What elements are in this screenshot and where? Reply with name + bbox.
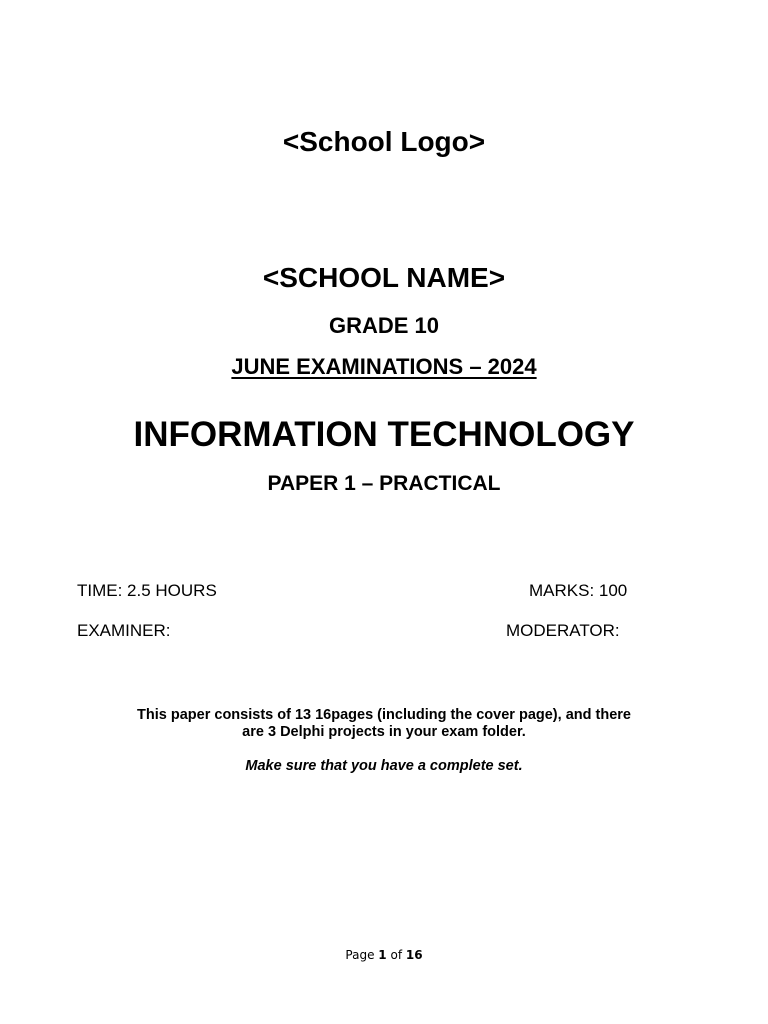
paper-info-line-1: This paper consists of 13 16pages (including the cover page), and there bbox=[137, 707, 631, 723]
footer-of-word: of bbox=[390, 948, 403, 962]
school-name: <SCHOOL NAME> bbox=[262, 262, 506, 293]
complete-set-note: Make sure that you have a complete set. bbox=[245, 758, 523, 774]
examiner-label: EXAMINER: bbox=[77, 621, 171, 640]
marks-label: MARKS: 100 bbox=[529, 581, 628, 600]
subject-title: INFORMATION TECHNOLOGY bbox=[133, 415, 635, 454]
footer-page-word: Page bbox=[345, 948, 375, 962]
page-footer bbox=[0, 948, 768, 962]
paper-info-line-2: are 3 Delphi projects in your exam folder. bbox=[242, 724, 526, 740]
grade-heading: GRADE 10 bbox=[328, 313, 440, 338]
footer-current-page: 1 bbox=[378, 948, 387, 962]
paper-title: PAPER 1 – PRACTICAL bbox=[267, 472, 501, 495]
exam-title: JUNE EXAMINATIONS – 2024 bbox=[231, 354, 537, 379]
paper-info-note bbox=[0, 707, 768, 741]
footer-total-pages: 16 bbox=[405, 948, 423, 962]
time-label: TIME: 2.5 HOURS bbox=[77, 581, 217, 600]
moderator-label: MODERATOR: bbox=[506, 621, 620, 640]
school-logo-placeholder: <School Logo> bbox=[282, 126, 486, 157]
